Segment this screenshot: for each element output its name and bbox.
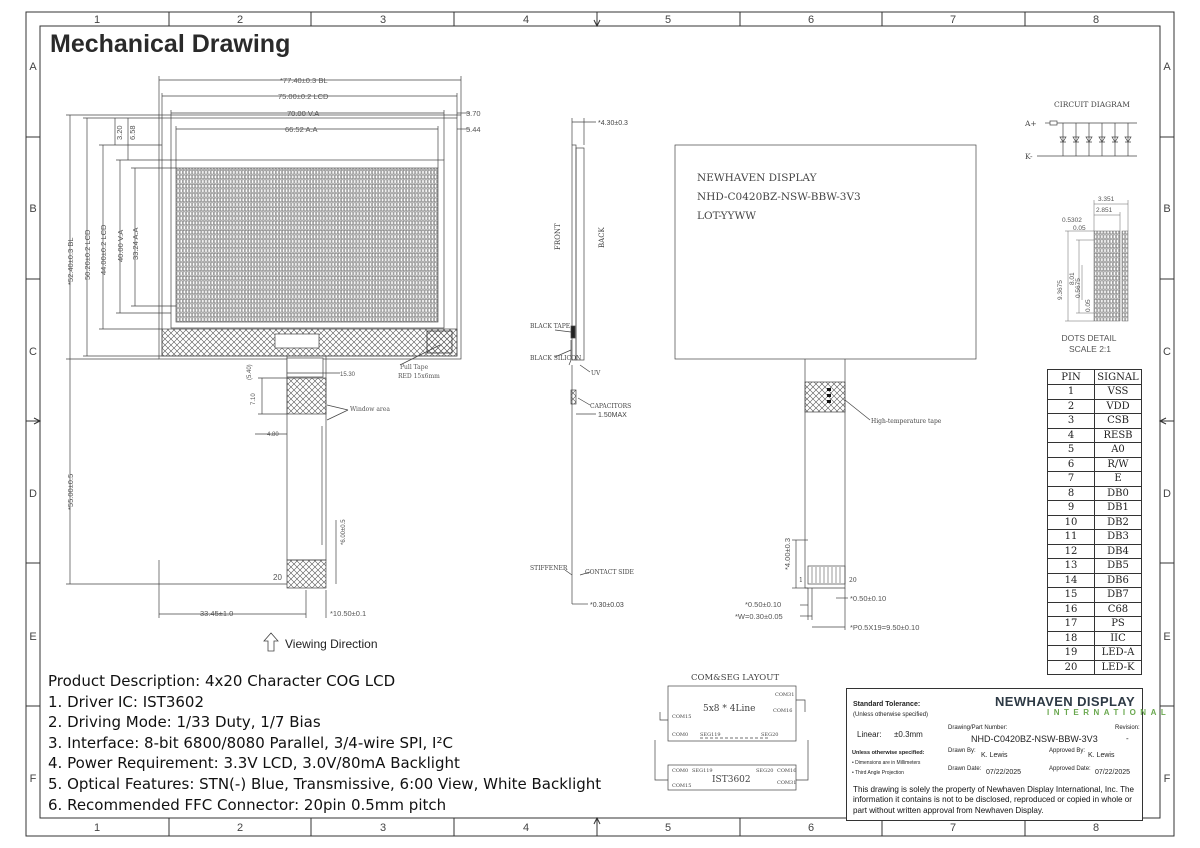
grid-row-a-right: A bbox=[1163, 61, 1171, 73]
revision-value: - bbox=[1126, 734, 1129, 743]
linear-value: ±0.3mm bbox=[894, 730, 923, 739]
grid-col-1: 1 bbox=[93, 14, 101, 26]
pull-tape-size: RED 15x6mm bbox=[398, 373, 440, 380]
revision-label: Revision: bbox=[1115, 725, 1140, 731]
dots-char-cell bbox=[1094, 231, 1120, 321]
grid-col-8-bottom: 8 bbox=[1092, 822, 1100, 834]
dim-600: *6.00±0.5 bbox=[341, 519, 347, 545]
linear-label: Linear: bbox=[857, 730, 882, 739]
pin-signal: DB2 bbox=[1095, 515, 1142, 530]
grid-col-3-bottom: 3 bbox=[379, 822, 387, 834]
tolerance-subtitle: (Unless otherwise specified) bbox=[853, 712, 929, 718]
com-label-com31-ic: COM31 bbox=[777, 780, 797, 786]
side-dim-thickness: *4.30±0.3 bbox=[598, 120, 628, 127]
pin-signal: RESB bbox=[1095, 428, 1142, 443]
pin-number: 4 bbox=[1048, 428, 1095, 443]
circuit-title: CIRCUIT DIAGRAM bbox=[1054, 100, 1130, 109]
com-label-seg20-top: SEG20 bbox=[761, 732, 779, 738]
grid-col-6: 6 bbox=[807, 14, 815, 26]
dots-dim-05302: 0.5302 bbox=[1062, 217, 1082, 224]
grid-col-4: 4 bbox=[522, 14, 530, 26]
dim-1530: 15.30 bbox=[340, 372, 356, 378]
back-contacts bbox=[808, 566, 845, 584]
pin-number: 20 bbox=[1048, 660, 1095, 675]
pin-signal: A0 bbox=[1095, 443, 1142, 458]
pin-row bbox=[1048, 544, 1142, 559]
dots-detail-scale: SCALE 2:1 bbox=[1068, 344, 1112, 354]
com-label-com16-ic: COM16 bbox=[777, 768, 797, 774]
dim-bl-height: *52.40±0.3 BL bbox=[66, 237, 75, 285]
dots-dim-05675: 0.5675 bbox=[1075, 278, 1082, 298]
grid-col-2-bottom: 2 bbox=[236, 822, 244, 834]
dim-370: 3.70 bbox=[466, 109, 481, 118]
dim-bl-width: *77.40±0.3 BL bbox=[280, 76, 328, 85]
pin-number: 8 bbox=[1048, 486, 1095, 501]
grid-row-f-right: F bbox=[1163, 773, 1171, 785]
viewing-direction-arrow-icon bbox=[264, 633, 278, 651]
pin-signal: DB0 bbox=[1095, 486, 1142, 501]
pin-number: 3 bbox=[1048, 414, 1095, 429]
pin-20-label: 20 bbox=[273, 573, 282, 582]
side-dim-fpc: *0.30±0.03 bbox=[590, 602, 624, 609]
grid-col-5-bottom: 5 bbox=[664, 822, 672, 834]
pin-row bbox=[1048, 515, 1142, 530]
unless-line-1: • Dimensions are in Millimeters bbox=[852, 760, 921, 766]
side-front-label: FRONT bbox=[554, 223, 562, 250]
pin-number: 16 bbox=[1048, 602, 1095, 617]
pin-signal: DB4 bbox=[1095, 544, 1142, 559]
description-line-1: 1. Driver IC: IST3602 bbox=[48, 692, 205, 711]
approved-date: 07/22/2025 bbox=[1095, 769, 1131, 776]
pin-row bbox=[1048, 530, 1142, 545]
pin-signal: LED-A bbox=[1095, 646, 1142, 661]
com-label-seg20-ic: SEG20 bbox=[756, 768, 774, 774]
unless-line-2: • Third Angle Projection bbox=[852, 770, 904, 776]
dim-fpc-width: *10.50±0.1 bbox=[330, 609, 367, 618]
pin-row bbox=[1048, 443, 1142, 458]
tolerance-title: Standard Tolerance: bbox=[853, 701, 921, 708]
dim-aa-height: 33.24 A.A bbox=[131, 227, 140, 260]
grid-col-2: 2 bbox=[236, 14, 244, 26]
back-tape-label: High-temperature tape bbox=[871, 418, 942, 425]
pin-row bbox=[1048, 646, 1142, 661]
window-area-label: Window area bbox=[350, 406, 390, 413]
product-description bbox=[48, 671, 601, 815]
grid-col-8: 8 bbox=[1092, 14, 1100, 26]
com-label-com31-top: COM31 bbox=[775, 692, 795, 698]
side-contact: CONTACT SIDE bbox=[585, 569, 634, 576]
back-dot-3 bbox=[827, 400, 831, 403]
approved-by: K. Lewis bbox=[1088, 752, 1115, 759]
center-marker-top bbox=[594, 14, 600, 26]
dim-aa-width: 66.52 A.A bbox=[285, 125, 318, 134]
back-dot-2 bbox=[827, 394, 831, 397]
side-black-tape: BLACK TAPE bbox=[530, 323, 571, 330]
back-dot-1 bbox=[827, 388, 831, 391]
back-dim-edge: *0.50±0.10 bbox=[745, 600, 782, 609]
side-uv: UV bbox=[591, 370, 601, 377]
pin-row bbox=[1048, 385, 1142, 400]
dim-total-height: *55.00±0.5 bbox=[66, 473, 75, 510]
pin-number: 13 bbox=[1048, 559, 1095, 574]
pin-row bbox=[1048, 486, 1142, 501]
pin-row bbox=[1048, 660, 1142, 675]
center-marker-left bbox=[28, 418, 40, 424]
back-label-line-1: NEWHAVEN DISPLAY bbox=[697, 172, 817, 184]
side-back-label: BACK bbox=[598, 227, 606, 248]
ic-footprint bbox=[275, 334, 319, 348]
grid-row-b-right: B bbox=[1163, 203, 1171, 215]
description-line-5: 5. Optical Features: STN(-) Blue, Transmissive, 6:00 View, White Backlight bbox=[48, 774, 602, 793]
grid-col-4-bottom: 4 bbox=[522, 822, 530, 834]
back-dim-width: *W=0.30±0.05 bbox=[735, 612, 783, 621]
back-dim-pitch-total: *P0.5X19=9.50±0.10 bbox=[850, 623, 920, 632]
pin-number: 5 bbox=[1048, 443, 1095, 458]
pin-table-body bbox=[1048, 385, 1142, 675]
description-line-0: Product Description: 4x20 Character COG LCD bbox=[48, 672, 396, 690]
pin-number: 15 bbox=[1048, 588, 1095, 603]
dots-detail-title: DOTS DETAIL bbox=[1061, 333, 1117, 343]
description-line-2: 2. Driving Mode: 1/33 Duty, 1/7 Bias bbox=[48, 713, 321, 732]
pin-signal: DB3 bbox=[1095, 530, 1142, 545]
grid-row-a: A bbox=[29, 61, 37, 73]
fpc-stiffener bbox=[287, 378, 326, 414]
fpc-contacts bbox=[287, 560, 326, 588]
pin-row bbox=[1048, 414, 1142, 429]
grid-col-7: 7 bbox=[949, 14, 957, 26]
dim-544: 5.44 bbox=[466, 125, 481, 134]
dim-540: (5.40) bbox=[247, 364, 253, 380]
dim-va-height: 40.00 V.A bbox=[116, 229, 125, 262]
pin-number: 10 bbox=[1048, 515, 1095, 530]
description-line-4: 4. Power Requirement: 3.3V LCD, 3.0V/80mA Backlight bbox=[48, 754, 460, 773]
front-view bbox=[66, 76, 470, 618]
pin-signal: CSB bbox=[1095, 414, 1142, 429]
pin-row bbox=[1048, 399, 1142, 414]
grid-row-d-right: D bbox=[1163, 488, 1171, 500]
circuit-resistor bbox=[1050, 121, 1057, 125]
com-label-seg119-ic: SEG119 bbox=[692, 768, 713, 774]
pin-number: 18 bbox=[1048, 631, 1095, 646]
title-block bbox=[846, 688, 1171, 821]
pin-number: 19 bbox=[1048, 646, 1095, 661]
drawn-by: K. Lewis bbox=[981, 752, 1008, 759]
side-backlight bbox=[576, 148, 584, 360]
com-seg-center: 5x8 * 4Line bbox=[703, 704, 756, 714]
side-tape bbox=[571, 326, 575, 338]
dim-bottom-width: 33.45±1.0 bbox=[200, 609, 234, 618]
fpc-window bbox=[287, 358, 323, 377]
side-stiffener: STIFFENER bbox=[530, 565, 568, 572]
circuit-diagram bbox=[1037, 121, 1137, 156]
pin-signal: DB1 bbox=[1095, 501, 1142, 516]
pin-row bbox=[1048, 428, 1142, 443]
pin-signal: R/W bbox=[1095, 457, 1142, 472]
pull-tape-label: Pull Tape bbox=[400, 364, 429, 371]
pin-number: 9 bbox=[1048, 501, 1095, 516]
dim-658: 6.58 bbox=[128, 125, 137, 140]
circuit-anode: A+ bbox=[1025, 119, 1037, 128]
pin-number: 7 bbox=[1048, 472, 1095, 487]
pin-number: 1 bbox=[1048, 385, 1095, 400]
grid-col-6-bottom: 6 bbox=[807, 822, 815, 834]
back-pin-1: 1 bbox=[799, 577, 803, 584]
grid-col-7-bottom: 7 bbox=[949, 822, 957, 834]
com-label-com0-top: COM0 bbox=[672, 732, 689, 738]
company-subtitle: INTERNATIONAL bbox=[1047, 708, 1171, 717]
center-marker-bottom bbox=[594, 818, 600, 832]
pin-signal: C68 bbox=[1095, 602, 1142, 617]
center-marker-right bbox=[1160, 418, 1172, 424]
page-title: Mechanical Drawing bbox=[50, 30, 291, 58]
dots-dim-2851: 2.851 bbox=[1096, 207, 1113, 214]
com-label-com16-top: COM16 bbox=[773, 708, 793, 714]
pin-row bbox=[1048, 501, 1142, 516]
dots-dim-93675: 9.3675 bbox=[1057, 280, 1064, 300]
ownership-notice: This drawing is solely the property of Newhaven Display International, Inc. The information it contains is not to be disclosed, reproduced or copied in whole or part without written approval from Newhaven Display. bbox=[853, 785, 1135, 815]
description-line-6: 6. Recommended FFC Connector: 20pin 0.5mm pitch bbox=[48, 795, 447, 814]
pin-number: 11 bbox=[1048, 530, 1095, 545]
circuit-cathode: K- bbox=[1025, 152, 1033, 161]
grid-col-3: 3 bbox=[379, 14, 387, 26]
dim-lcd-height-2: 44.00±0.2 LCD bbox=[99, 224, 108, 275]
side-capacitors-label: CAPACITORS bbox=[590, 403, 632, 410]
dim-lcd-width: 75.00±0.2 LCD bbox=[278, 92, 329, 101]
grid-row-e: E bbox=[29, 631, 37, 643]
pin-signal: VSS bbox=[1095, 385, 1142, 400]
back-label-line-3: LOT-YYWW bbox=[697, 210, 757, 222]
back-tape bbox=[805, 382, 845, 412]
pin-signal: PS bbox=[1095, 617, 1142, 632]
dots-dim-3351: 3.351 bbox=[1098, 196, 1115, 203]
description-line-3: 3. Interface: 8-bit 6800/8080 Parallel, 3/4-wire SPI, I²C bbox=[48, 733, 453, 752]
grid-row-c-right: C bbox=[1163, 346, 1171, 358]
side-black-silicon: BLACK SILICON bbox=[530, 355, 582, 362]
grid-col-5: 5 bbox=[664, 14, 672, 26]
com-label-com0-ic: COM0 bbox=[672, 768, 689, 774]
pin-signal: VDD bbox=[1095, 399, 1142, 414]
com-label-seg119-top: SEG119 bbox=[700, 732, 721, 738]
pin-number: 2 bbox=[1048, 399, 1095, 414]
pin-row bbox=[1048, 588, 1142, 603]
unless-specified-title: Unless otherwise specified: bbox=[852, 750, 925, 756]
circuit-leds bbox=[1060, 123, 1131, 156]
grid-row-b: B bbox=[29, 203, 37, 215]
part-number: NHD-C0420BZ-NSW-BBW-3V3 bbox=[971, 734, 1098, 744]
com-seg-title: COM&SEG LAYOUT bbox=[691, 673, 780, 683]
pin-header: PIN bbox=[1048, 370, 1095, 385]
pin-number: 12 bbox=[1048, 544, 1095, 559]
dim-480: 4.80 bbox=[267, 432, 279, 438]
pin-number: 17 bbox=[1048, 617, 1095, 632]
pin-number: 14 bbox=[1048, 573, 1095, 588]
pin-row bbox=[1048, 602, 1142, 617]
pin-signal: DB6 bbox=[1095, 573, 1142, 588]
back-dim-pitch-right: *0.50±0.10 bbox=[850, 594, 887, 603]
pin-row bbox=[1048, 457, 1142, 472]
pin-row bbox=[1048, 631, 1142, 646]
grid-row-f: F bbox=[29, 773, 37, 785]
com-label-com15-ic: COM15 bbox=[672, 783, 692, 789]
active-area bbox=[176, 168, 438, 322]
grid-row-d: D bbox=[29, 488, 37, 500]
pin-number: 6 bbox=[1048, 457, 1095, 472]
pin-signal: DB5 bbox=[1095, 559, 1142, 574]
back-label-line-2: NHD-C0420BZ-NSW-BBW-3V3 bbox=[697, 191, 861, 203]
grid-row-e-right: E bbox=[1163, 631, 1171, 643]
dim-va-width: 70.00 V.A bbox=[287, 109, 320, 118]
grid-row-c: C bbox=[29, 346, 37, 358]
drawn-by-label: Drawn By: bbox=[948, 748, 976, 754]
com-seg-ic-label: IST3602 bbox=[712, 775, 751, 785]
approved-date-label: Approved Date: bbox=[1049, 766, 1091, 772]
pin-signal: DB7 bbox=[1095, 588, 1142, 603]
back-pin-20: 20 bbox=[849, 577, 857, 584]
company-name: NEWHAVEN DISPLAY bbox=[995, 694, 1136, 709]
back-dim-fpc-length: *4.00±0.3 bbox=[783, 537, 792, 570]
signal-header: SIGNAL bbox=[1095, 370, 1142, 385]
dim-lcd-height: 50.20±0.2 LCD bbox=[83, 229, 92, 280]
com-label-com15-top: COM15 bbox=[672, 714, 692, 720]
drawn-date-label: Drawn Date: bbox=[948, 766, 982, 772]
dots-dim-005: 0.05 bbox=[1073, 225, 1086, 232]
dim-320: 3.20 bbox=[115, 125, 124, 140]
pin-row bbox=[1048, 559, 1142, 574]
pin-row bbox=[1048, 617, 1142, 632]
side-dim-capmax: 1.50MAX bbox=[598, 412, 627, 419]
grid-col-1-bottom: 1 bbox=[93, 822, 101, 834]
pin-signal: E bbox=[1095, 472, 1142, 487]
dim-710: 7.10 bbox=[251, 393, 257, 405]
pin-table bbox=[1047, 369, 1142, 675]
pin-row bbox=[1048, 472, 1142, 487]
viewing-direction-label: Viewing Direction bbox=[285, 637, 378, 651]
side-capacitors bbox=[571, 390, 576, 404]
drawn-date: 07/22/2025 bbox=[986, 769, 1022, 776]
pin-signal: IIC bbox=[1095, 631, 1142, 646]
part-number-label: Drawing/Part Number: bbox=[948, 725, 1008, 731]
pin-row bbox=[1048, 573, 1142, 588]
approved-by-label: Approved By: bbox=[1049, 748, 1086, 754]
dots-dim-801: 8.01 bbox=[1069, 272, 1076, 285]
dots-dim-005-v: 0.05 bbox=[1085, 299, 1092, 312]
pin-signal: LED-K bbox=[1095, 660, 1142, 675]
